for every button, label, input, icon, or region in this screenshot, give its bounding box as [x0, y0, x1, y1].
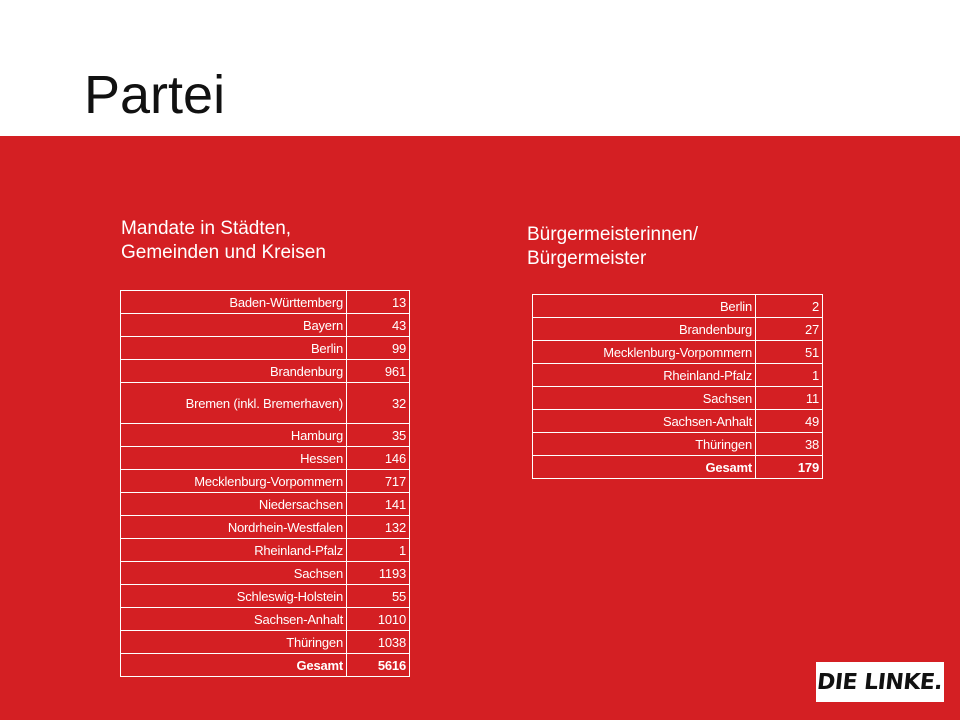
total-row [121, 654, 410, 677]
value-cell: 1038 [347, 631, 410, 654]
table-row [121, 337, 410, 360]
state-cell: Thüringen [121, 631, 347, 654]
total-label: Gesamt [121, 654, 347, 677]
table-row [121, 447, 410, 470]
table-row [121, 539, 410, 562]
state-cell: Rheinland-Pfalz [121, 539, 347, 562]
state-cell: Sachsen [121, 562, 347, 585]
value-cell: 132 [347, 516, 410, 539]
state-cell: Mecklenburg-Vorpommern [121, 470, 347, 493]
value-cell: 49 [756, 410, 823, 433]
table-row [121, 516, 410, 539]
total-value: 5616 [347, 654, 410, 677]
value-cell: 27 [756, 318, 823, 341]
table-row [121, 631, 410, 654]
state-cell: Schleswig-Holstein [121, 585, 347, 608]
state-cell: Sachsen-Anhalt [121, 608, 347, 631]
logo-text: DIE LINKE. [816, 669, 944, 695]
mandates-heading [121, 217, 326, 265]
value-cell: 141 [347, 493, 410, 516]
table-row [121, 470, 410, 493]
mandates-heading-line-1: Mandate in Städten, [121, 218, 292, 239]
table-row [533, 410, 823, 433]
mayors-table [532, 294, 823, 479]
value-cell: 1010 [347, 608, 410, 631]
value-cell: 99 [347, 337, 410, 360]
table-row [121, 608, 410, 631]
state-cell: Hamburg [121, 424, 347, 447]
value-cell: 55 [347, 585, 410, 608]
value-cell: 51 [756, 341, 823, 364]
mayors-heading-line-2: Bürgermeister [527, 248, 647, 269]
state-cell: Thüringen [533, 433, 756, 456]
value-cell: 13 [347, 291, 410, 314]
mayors-heading-line-1: Bürgermeisterinnen/ [527, 224, 699, 245]
die-linke-logo [816, 662, 944, 702]
mayors-heading [527, 223, 698, 271]
value-cell: 11 [756, 387, 823, 410]
value-cell: 146 [347, 447, 410, 470]
page-title: Partei [84, 65, 226, 125]
table-row [533, 433, 823, 456]
total-value: 179 [756, 456, 823, 479]
state-cell: Mecklenburg-Vorpommern [533, 341, 756, 364]
table-row [121, 291, 410, 314]
table-row [121, 562, 410, 585]
state-cell: Sachsen-Anhalt [533, 410, 756, 433]
state-cell: Baden-Württemberg [121, 291, 347, 314]
state-cell: Brandenburg [533, 318, 756, 341]
state-cell: Bremen (inkl. Bremerhaven) [121, 383, 347, 424]
value-cell: 1193 [347, 562, 410, 585]
state-cell: Berlin [533, 295, 756, 318]
table-row [121, 493, 410, 516]
state-cell: Berlin [121, 337, 347, 360]
state-cell: Brandenburg [121, 360, 347, 383]
table-row [121, 424, 410, 447]
mandates-table [120, 290, 410, 677]
value-cell: 1 [347, 539, 410, 562]
state-cell: Bayern [121, 314, 347, 337]
table-row [121, 314, 410, 337]
table-row [121, 585, 410, 608]
state-cell: Sachsen [533, 387, 756, 410]
table-row [121, 360, 410, 383]
table-row [533, 364, 823, 387]
value-cell: 2 [756, 295, 823, 318]
table-row [533, 387, 823, 410]
state-cell: Nordrhein-Westfalen [121, 516, 347, 539]
table-row [533, 341, 823, 364]
state-cell: Niedersachsen [121, 493, 347, 516]
value-cell: 1 [756, 364, 823, 387]
mandates-heading-line-2: Gemeinden und Kreisen [121, 242, 326, 263]
total-label: Gesamt [533, 456, 756, 479]
value-cell: 961 [347, 360, 410, 383]
value-cell: 717 [347, 470, 410, 493]
value-cell: 43 [347, 314, 410, 337]
value-cell: 38 [756, 433, 823, 456]
value-cell: 35 [347, 424, 410, 447]
state-cell: Rheinland-Pfalz [533, 364, 756, 387]
total-row [533, 456, 823, 479]
state-cell: Hessen [121, 447, 347, 470]
table-row [533, 318, 823, 341]
table-row [121, 383, 410, 424]
value-cell: 32 [347, 383, 410, 424]
table-row [533, 295, 823, 318]
